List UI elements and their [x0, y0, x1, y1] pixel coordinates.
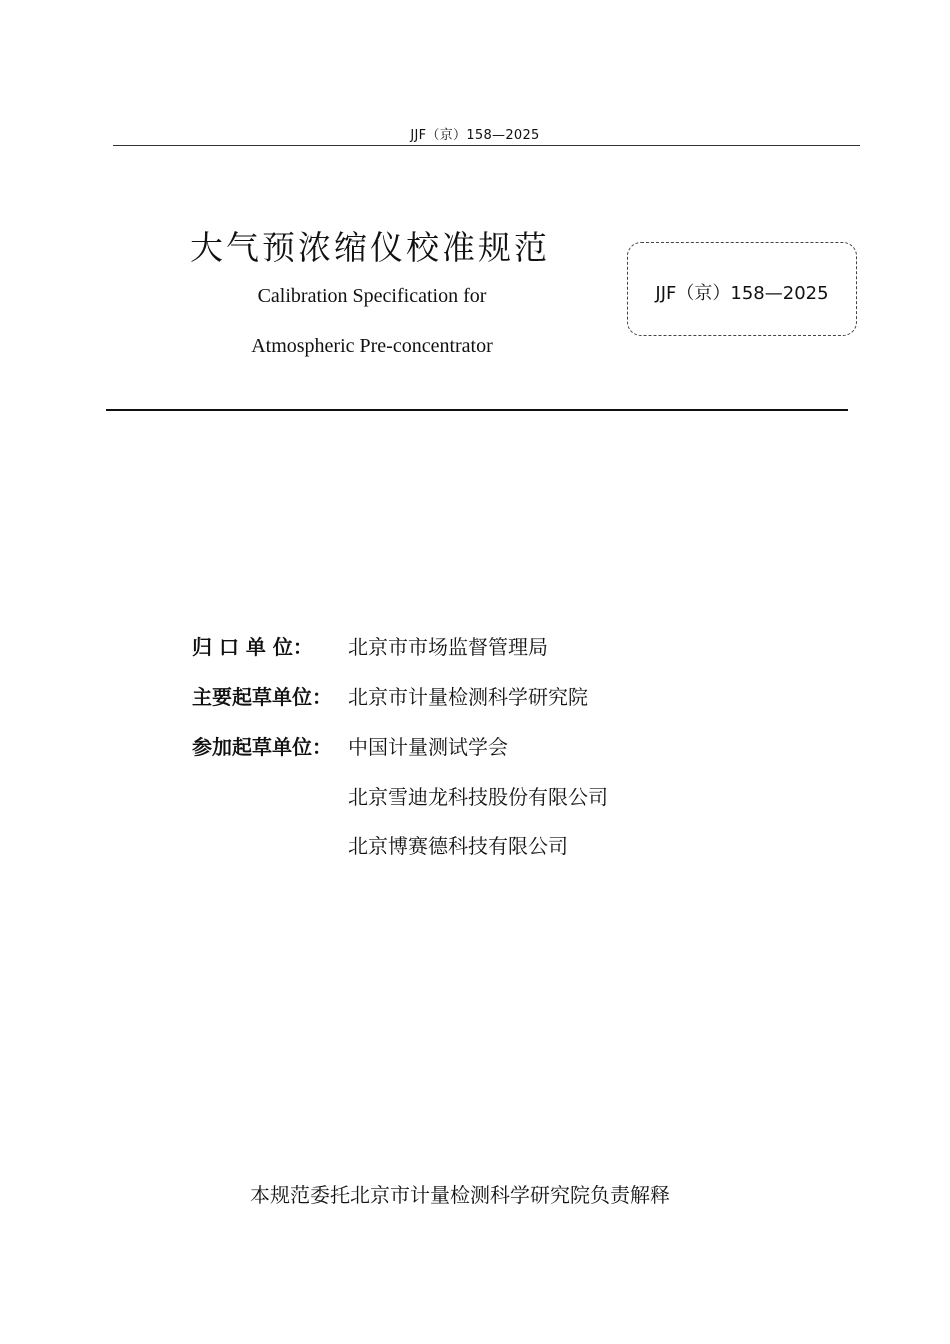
participating-drafter-value: 北京博赛德科技有限公司	[348, 834, 568, 858]
main-drafter-label: 主要起草单位：	[192, 685, 332, 709]
participating-drafter-label: 参加起草单位：	[192, 735, 332, 759]
header-rule	[113, 145, 860, 146]
centralized-unit-label: 归 口 单 位：	[192, 635, 313, 659]
title-divider-rule	[106, 409, 848, 411]
title-english-line-2: Atmospheric Pre-concentrator	[251, 335, 493, 357]
interpretation-note: 本规范委托北京市计量检测科学研究院负责解释	[250, 1183, 670, 1207]
running-header-code: JJF（京）158—2025	[410, 128, 540, 143]
centralized-unit-value: 北京市市场监督管理局	[348, 635, 548, 659]
participating-drafter-value: 中国计量测试学会	[348, 735, 508, 759]
participating-drafter-value: 北京雪迪龙科技股份有限公司	[348, 785, 608, 809]
main-drafter-value: 北京市计量检测科学研究院	[348, 685, 588, 709]
specification-code: JJF（京）158—2025	[655, 283, 829, 304]
specification-code-box	[627, 242, 857, 336]
title-english-line-1: Calibration Specification for	[257, 285, 487, 307]
title-chinese: 大气预浓缩仪校准规范	[190, 228, 550, 267]
